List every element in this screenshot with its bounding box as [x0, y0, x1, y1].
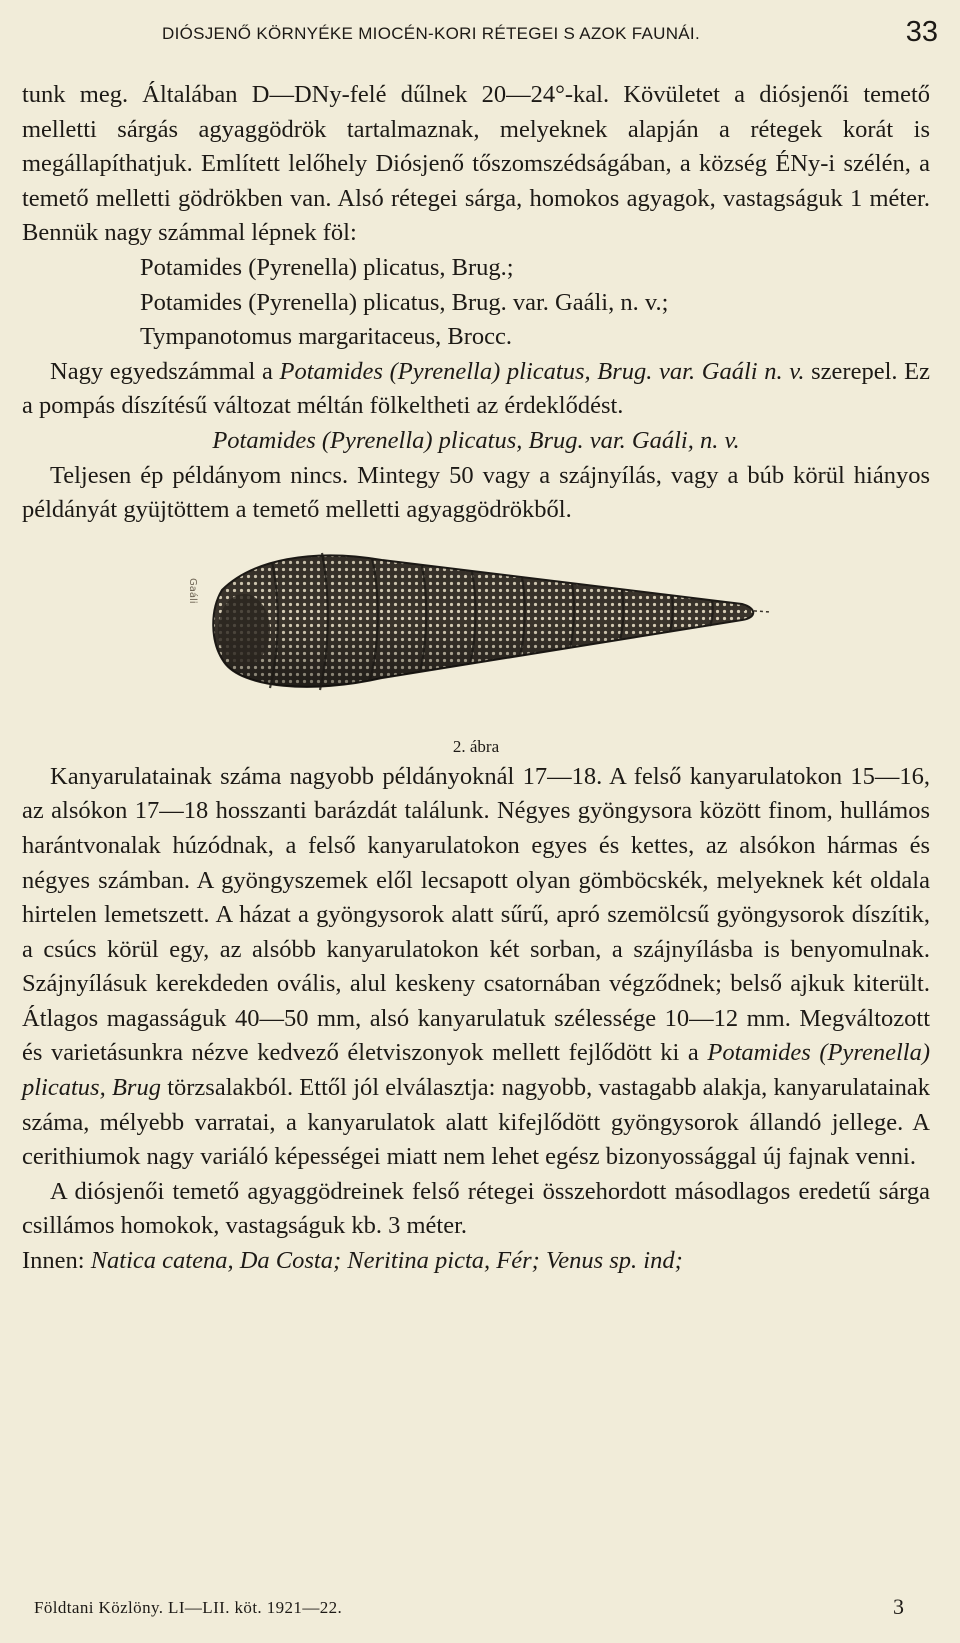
description-taxon: Potamides (Pyrenella) plicatus, Brug: [22, 1039, 931, 1102]
svg-text:Gaáli: Gaáli: [187, 577, 198, 604]
innen-label: Innen:: [22, 1247, 85, 1275]
shell-illustration: [182, 538, 782, 728]
innen-line: [22, 1244, 930, 1279]
description-continuation: törzsalakból. Ettől jól elválasztja: nagyobb, vastagabb alakja, kanyarulatainak száma, mélyebb varratai, a kanyarulatok alatt kifejlődött gyöngysorok állandó jellege. A cerithiumok nagy variáló képességei miatt nem lehet egész bizonyossággal új fajnak venni.: [22, 1074, 930, 1171]
species-line-3: Tympanotomus margaritaceus, Brocc.: [140, 323, 513, 351]
section-paragraph: Teljesen ép példányom nincs. Mintegy 50 vagy a szájnyílás, vagy a búb körül hiányos példányát gyüjtöttem a temető melletti agyaggödrökből.: [22, 461, 930, 524]
intro-paragraph: tunk meg. Általában D—DNy-felé dűlnek 20—24°-kal. Kövületet a diósjenői temető melletti sárgás agyaggödrök tartalmaznak, melyeknek alapján a rétegek korát is megállapíthatjuk. Említett lelőhely Diósjenő tőszomszédságában, a község ÉNy-i szélén, a temető melletti gödrökben van. Alsó rétegei sárga, homokos agyagok, vastagságuk 1 méter. Bennük nagy számmal lépnek föl:: [22, 81, 930, 247]
final-paragraph: A diósjenői temető agyaggödreinek felső rétegei összehordott másodlagos eredetű sárga csillámos homokok, vastagságuk kb. 3 méter.: [22, 1177, 930, 1240]
section-heading: Potamides (Pyrenella) plicatus, Brug. var. Gaáli, n. v.: [212, 426, 740, 454]
figure-caption: 2. ábra: [452, 736, 500, 756]
description-text: Kanyarulatainak száma nagyobb példányoknál 17—18. A felső kanyarulatokon 15—16, az alsókon 17—18 hosszanti barázdát találunk. Négyes gyöngysora között finom, hullámos harántvonalak húzódnak, a felső kanyarulatokon egyes és kettes, az alsókon hármas és négyes számban. A gyöngyszemek elől lecsapott olyan gömböcskék, melyeknek két oldala hirtelen lemetszett. A házat a gyöngysorok alatt sűrű, apró szemölcsű gyöngysorok díszítik, a csúcs körül egy, az alsóbb kanyarulatokon két sorban, a szájnyílásba is benyomulnak. Szájnyílásuk kerekdeden ovális, alul keskeny csatornában végződnek; belső ajkuk kiterült. Átlagos magasságuk 40—50 mm, alsó kanyarulatuk szélessége 10—12 mm. Megváltozott és varietásunkra nézve kedvező életviszonyok mellett fejlődött ki a: [22, 762, 930, 1067]
footer-journal: Földtani Közlöny. LI—LII. köt. 1921—22.: [34, 1598, 343, 1617]
page-number: 33: [905, 16, 938, 48]
page-header: [22, 16, 938, 56]
abundance-lead: Nagy egyedszámmal a: [50, 357, 273, 385]
species-line-2: Potamides (Pyrenella) plicatus, Brug. var. Gaáli, n. v.;: [140, 288, 669, 316]
innen-taxa: Natica catena, Da Costa; Neritina picta, Fér; Venus sp. ind;: [90, 1247, 683, 1275]
footer-signature: 3: [893, 1594, 904, 1619]
abundance-taxon: Potamides (Pyrenella) plicatus, Brug. var. Gaáli n. v.: [279, 357, 805, 385]
figure: [22, 534, 930, 760]
description-paragraph: [22, 760, 930, 1175]
body-text: [22, 78, 930, 1279]
species-line-1: Potamides (Pyrenella) plicatus, Brug.;: [140, 253, 514, 281]
abundance-rest: szerepel. Ez a pompás díszítésű változat méltán fölkeltheti az érdeklődést.: [22, 357, 931, 420]
abundance-paragraph: [22, 355, 930, 424]
running-title: DIÓSJENŐ KÖRNYÉKE MIOCÉN-KORI RÉTEGEI S AZOK FAUNÁI.: [162, 24, 700, 43]
